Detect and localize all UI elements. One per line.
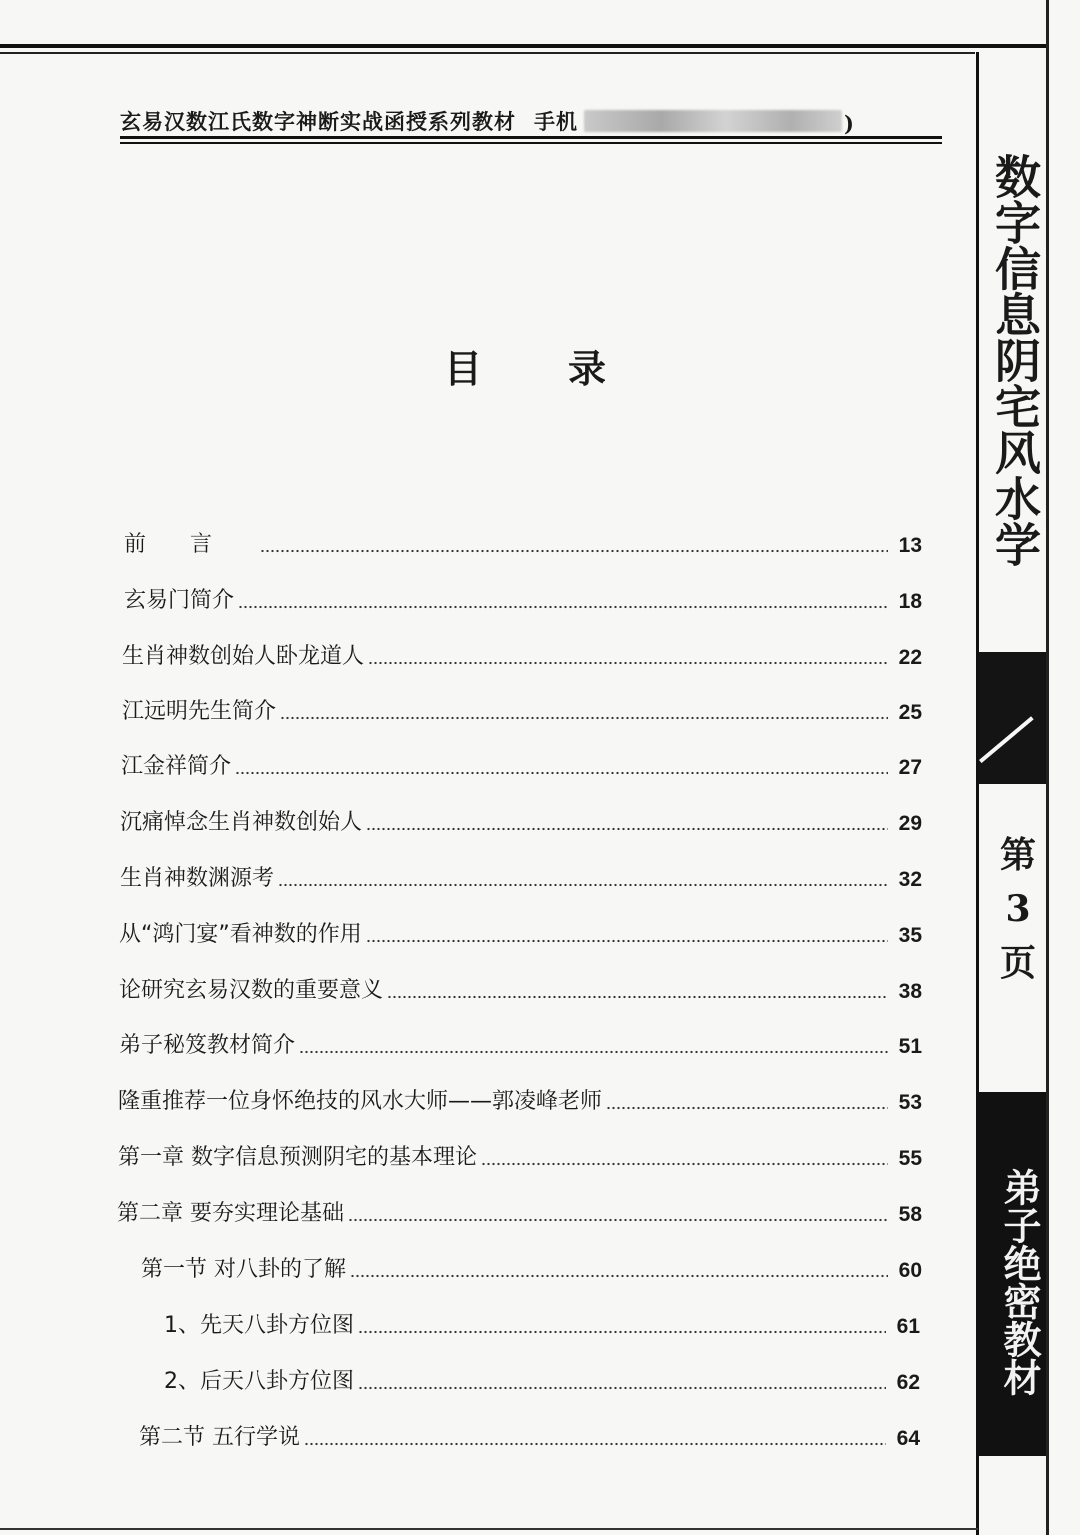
toc-entry[interactable] — [120, 802, 922, 836]
outer-border-line — [1046, 0, 1049, 1535]
toc-leader-dots — [235, 755, 888, 775]
toc-entry-title: 生肖神数渊源考 — [120, 866, 275, 891]
page-title-char-2: 录 — [568, 346, 607, 391]
toc-entry[interactable] — [141, 1249, 922, 1283]
toc-leader-dots — [366, 811, 888, 831]
toc-page-number: 35 — [898, 924, 922, 947]
toc-page-number: 22 — [898, 646, 922, 669]
toc-page-number: 62 — [896, 1371, 920, 1394]
toc-page-number: 38 — [898, 980, 922, 1003]
toc-leader-dots — [238, 589, 888, 609]
toc-entry-title: 沉痛悼念生肖神数创始人 — [120, 810, 363, 835]
toc-page-number: 53 — [898, 1091, 922, 1114]
toc-leader-dots — [278, 867, 888, 887]
sidebar-page-label — [990, 828, 1046, 990]
toc-page-number: 27 — [898, 756, 922, 779]
toc-entry[interactable] — [119, 1025, 922, 1059]
phone-label: 手机 — [534, 109, 578, 134]
toc-entry-title: 第一节 对八卦的了解 — [141, 1257, 346, 1282]
toc-page-number: 60 — [898, 1259, 922, 1282]
series-title: 玄易汉数江氏数字神断实战函授系列教材 — [120, 109, 516, 134]
toc-entry[interactable] — [119, 914, 922, 948]
toc-page-number: 13 — [898, 534, 922, 557]
toc-entry-title: 2、后天八卦方位图 — [164, 1369, 354, 1394]
sidebar-black-band — [979, 652, 1046, 784]
toc-leader-dots — [606, 1090, 888, 1110]
toc-entry-title: 生肖神数创始人卧龙道人 — [122, 644, 365, 669]
toc-leader-dots — [387, 979, 888, 999]
toc-page-number: 25 — [898, 701, 922, 724]
toc-entry[interactable] — [121, 746, 922, 780]
toc-leader-dots — [358, 1314, 886, 1334]
toc-leader-dots — [280, 700, 888, 720]
toc-entry[interactable] — [139, 1417, 920, 1451]
toc-leader-dots — [350, 1258, 888, 1278]
toc-entry[interactable] — [122, 636, 922, 670]
page-label-suffix: 页 — [999, 942, 1036, 984]
toc-leader-dots — [304, 1426, 886, 1446]
toc-leader-dots — [260, 533, 888, 553]
toc-entry-title: 江金祥简介 — [121, 754, 232, 779]
toc-entry-title: 前言 — [124, 532, 257, 557]
toc-entry[interactable] — [118, 1137, 922, 1171]
toc-page-number: 29 — [898, 812, 922, 835]
toc-entry-title: 1、先天八卦方位图 — [164, 1313, 354, 1338]
toc-entry-title: 论研究玄易汉数的重要意义 — [119, 978, 384, 1003]
toc-entry-title: 弟子秘笈教材简介 — [119, 1033, 296, 1058]
toc-entry[interactable] — [118, 1081, 922, 1115]
toc-leader-dots — [348, 1202, 888, 1222]
toc-entry[interactable] — [124, 524, 922, 558]
toc-entry[interactable] — [164, 1361, 920, 1395]
toc-leader-dots — [299, 1034, 888, 1054]
toc-page-number: 51 — [898, 1035, 922, 1058]
toc-leader-dots — [481, 1146, 888, 1166]
toc-entry-title: 隆重推荐一位身怀绝技的风水大师——郭凌峰老师 — [118, 1089, 603, 1114]
toc-entry-title: 从“鸿门宴”看神数的作用 — [119, 922, 362, 947]
toc-page-number: 32 — [898, 868, 922, 891]
page-label-number: 3 — [1005, 888, 1031, 930]
toc-leader-dots — [366, 923, 888, 943]
toc-entry[interactable] — [124, 580, 922, 614]
toc-leader-dots — [358, 1370, 886, 1390]
page-label-prefix: 第 — [999, 834, 1036, 876]
toc-leader-dots — [368, 645, 888, 665]
toc-entry-title: 第一章 数字信息预测阴宅的基本理论 — [118, 1145, 477, 1170]
toc-page-number: 58 — [898, 1203, 922, 1226]
toc-entry-title: 第二章 要夯实理论基础 — [117, 1201, 344, 1226]
toc-entry-title: 第二节 五行学说 — [139, 1425, 300, 1450]
toc-entry[interactable] — [164, 1305, 920, 1339]
toc-entry-title: 玄易门简介 — [124, 588, 235, 613]
toc-page-number: 18 — [898, 590, 922, 613]
sidebar-secret-label: 弟子绝密教材 — [997, 1168, 1042, 1396]
toc-entry[interactable] — [119, 970, 922, 1004]
toc-page-number: 55 — [898, 1147, 922, 1170]
sidebar-book-title: 数字信息阴宅风水学 — [988, 153, 1042, 567]
toc-entry[interactable] — [120, 858, 922, 892]
page-title-char-1: 目 — [444, 346, 483, 391]
toc-entry[interactable] — [122, 691, 922, 725]
toc-entry[interactable] — [117, 1193, 922, 1227]
toc-entry-title: 江远明先生简介 — [122, 699, 277, 724]
toc-page-number: 64 — [896, 1427, 920, 1450]
toc-page-number: 61 — [896, 1315, 920, 1338]
header-closing-paren: ) — [844, 111, 855, 136]
